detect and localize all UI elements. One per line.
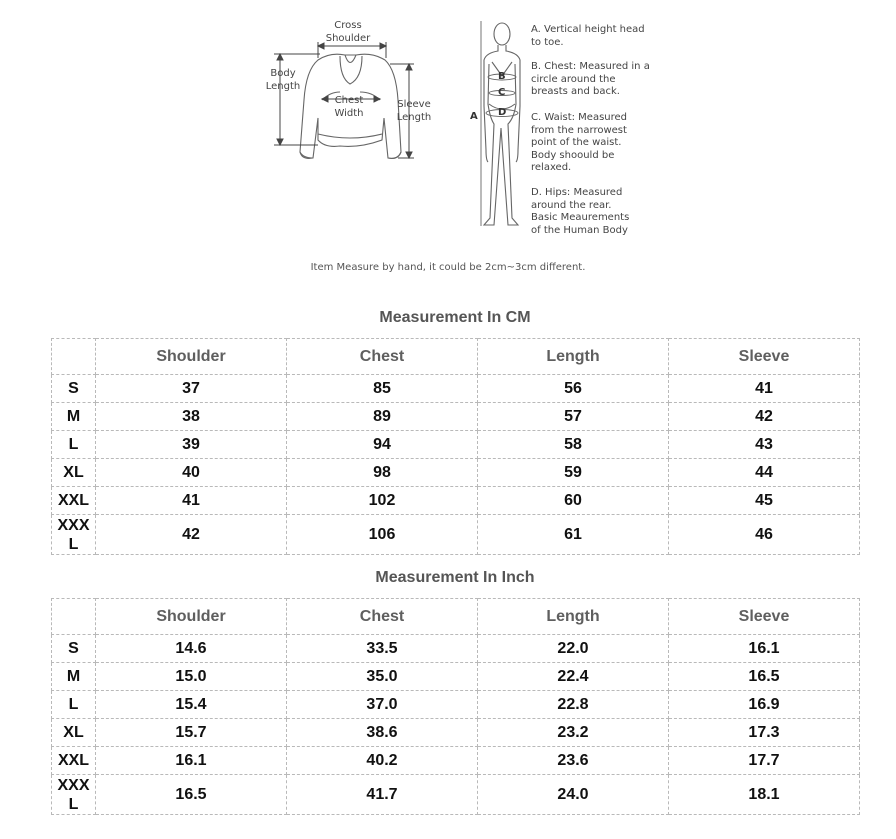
- human-body-drawing: [484, 23, 520, 225]
- table-row: [52, 719, 860, 747]
- inch-table-title: Measurement In Inch: [375, 569, 535, 586]
- sleeve-cell: 16.1: [669, 635, 860, 663]
- shoulder-cell: 42: [96, 515, 287, 555]
- header-cell: [52, 599, 96, 635]
- chest-cell: 106: [287, 515, 478, 555]
- definition-b: B. Chest: Measured in a circle around the breasts and back.: [531, 61, 650, 97]
- size-cell: M: [52, 403, 96, 431]
- length-cell: 61: [478, 515, 669, 555]
- size-cell: XL: [52, 719, 96, 747]
- shoulder-cell: 39: [96, 431, 287, 459]
- chest-cell: 37.0: [287, 691, 478, 719]
- header-length: Length: [478, 599, 669, 635]
- cm-size-table: [51, 338, 860, 555]
- size-cell: S: [52, 635, 96, 663]
- size-cell: XXX L: [52, 515, 96, 555]
- definition-d: D. Hips: Measured around the rear. Basic Meaurements of the Human Body: [531, 187, 630, 236]
- header-length: Length: [478, 339, 669, 375]
- length-cell: 58: [478, 431, 669, 459]
- length-cell: 60: [478, 487, 669, 515]
- header-sleeve: Sleeve: [669, 339, 860, 375]
- chest-cell: 94: [287, 431, 478, 459]
- shoulder-cell: 14.6: [96, 635, 287, 663]
- table-row: [52, 747, 860, 775]
- shoulder-cell: 15.4: [96, 691, 287, 719]
- size-cell: XXL: [52, 487, 96, 515]
- sleeve-cell: 16.9: [669, 691, 860, 719]
- table-row: [52, 775, 860, 815]
- shoulder-cell: 16.1: [96, 747, 287, 775]
- size-cell: M: [52, 663, 96, 691]
- size-guide-illustration: [0, 0, 896, 290]
- table-row: [52, 515, 860, 555]
- chest-width-label: Chest Width: [334, 95, 364, 119]
- definition-c: C. Waist: Measured from the narrowest point of the waist. Body shoould be relaxed.: [531, 112, 628, 173]
- body-mark-a: A: [470, 111, 478, 122]
- cm-table-title: Measurement In CM: [379, 309, 531, 326]
- table-row: [52, 635, 860, 663]
- chest-cell: 102: [287, 487, 478, 515]
- shoulder-cell: 15.0: [96, 663, 287, 691]
- chest-cell: 40.2: [287, 747, 478, 775]
- length-cell: 24.0: [478, 775, 669, 815]
- shoulder-cell: 41: [96, 487, 287, 515]
- cross-shoulder-label: Cross Shoulder: [325, 20, 371, 44]
- chest-cell: 85: [287, 375, 478, 403]
- body-length-label: Body Length: [265, 68, 301, 92]
- sleeve-cell: 43: [669, 431, 860, 459]
- header-sleeve: Sleeve: [669, 599, 860, 635]
- size-cell: L: [52, 691, 96, 719]
- size-cell: L: [52, 431, 96, 459]
- table-header-row: [52, 599, 860, 635]
- sleeve-cell: 42: [669, 403, 860, 431]
- length-cell: 22.4: [478, 663, 669, 691]
- length-cell: 22.0: [478, 635, 669, 663]
- chest-cell: 98: [287, 459, 478, 487]
- body-measure-lines: [481, 21, 518, 226]
- size-cell: XXL: [52, 747, 96, 775]
- sleeve-cell: 46: [669, 515, 860, 555]
- table-row: [52, 691, 860, 719]
- table-row: [52, 403, 860, 431]
- table-row: [52, 375, 860, 403]
- header-cell: [52, 339, 96, 375]
- table-row: [52, 431, 860, 459]
- sleeve-cell: 45: [669, 487, 860, 515]
- sleeve-cell: 44: [669, 459, 860, 487]
- body-mark-b: B: [498, 71, 506, 82]
- header-chest: Chest: [287, 339, 478, 375]
- shoulder-cell: 37: [96, 375, 287, 403]
- length-cell: 56: [478, 375, 669, 403]
- size-cell: XXX L: [52, 775, 96, 815]
- chest-cell: 89: [287, 403, 478, 431]
- size-cell: XL: [52, 459, 96, 487]
- length-cell: 57: [478, 403, 669, 431]
- table-header-row: [52, 339, 860, 375]
- header-shoulder: Shoulder: [96, 339, 287, 375]
- table-row: [52, 663, 860, 691]
- chest-cell: 41.7: [287, 775, 478, 815]
- sleeve-cell: 41: [669, 375, 860, 403]
- sleeve-cell: 17.7: [669, 747, 860, 775]
- chest-cell: 35.0: [287, 663, 478, 691]
- inch-size-table: [51, 598, 860, 815]
- table-row: [52, 459, 860, 487]
- measurement-diagram: [0, 0, 896, 290]
- body-mark-c: C: [498, 87, 506, 98]
- shoulder-cell: 38: [96, 403, 287, 431]
- size-cell: S: [52, 375, 96, 403]
- definition-a: A. Vertical height head to toe.: [531, 24, 645, 48]
- body-mark-d: D: [498, 107, 507, 118]
- table-row: [52, 487, 860, 515]
- measure-note: Item Measure by hand, it could be 2cm~3cm different.: [310, 262, 586, 273]
- shoulder-cell: 40: [96, 459, 287, 487]
- header-chest: Chest: [287, 599, 478, 635]
- sleeve-length-label: Sleeve Length: [396, 99, 432, 123]
- chest-cell: 38.6: [287, 719, 478, 747]
- sleeve-cell: 18.1: [669, 775, 860, 815]
- header-shoulder: Shoulder: [96, 599, 287, 635]
- sleeve-cell: 17.3: [669, 719, 860, 747]
- length-cell: 23.6: [478, 747, 669, 775]
- sleeve-cell: 16.5: [669, 663, 860, 691]
- shoulder-cell: 16.5: [96, 775, 287, 815]
- shoulder-cell: 15.7: [96, 719, 287, 747]
- length-cell: 23.2: [478, 719, 669, 747]
- length-cell: 22.8: [478, 691, 669, 719]
- length-cell: 59: [478, 459, 669, 487]
- chest-cell: 33.5: [287, 635, 478, 663]
